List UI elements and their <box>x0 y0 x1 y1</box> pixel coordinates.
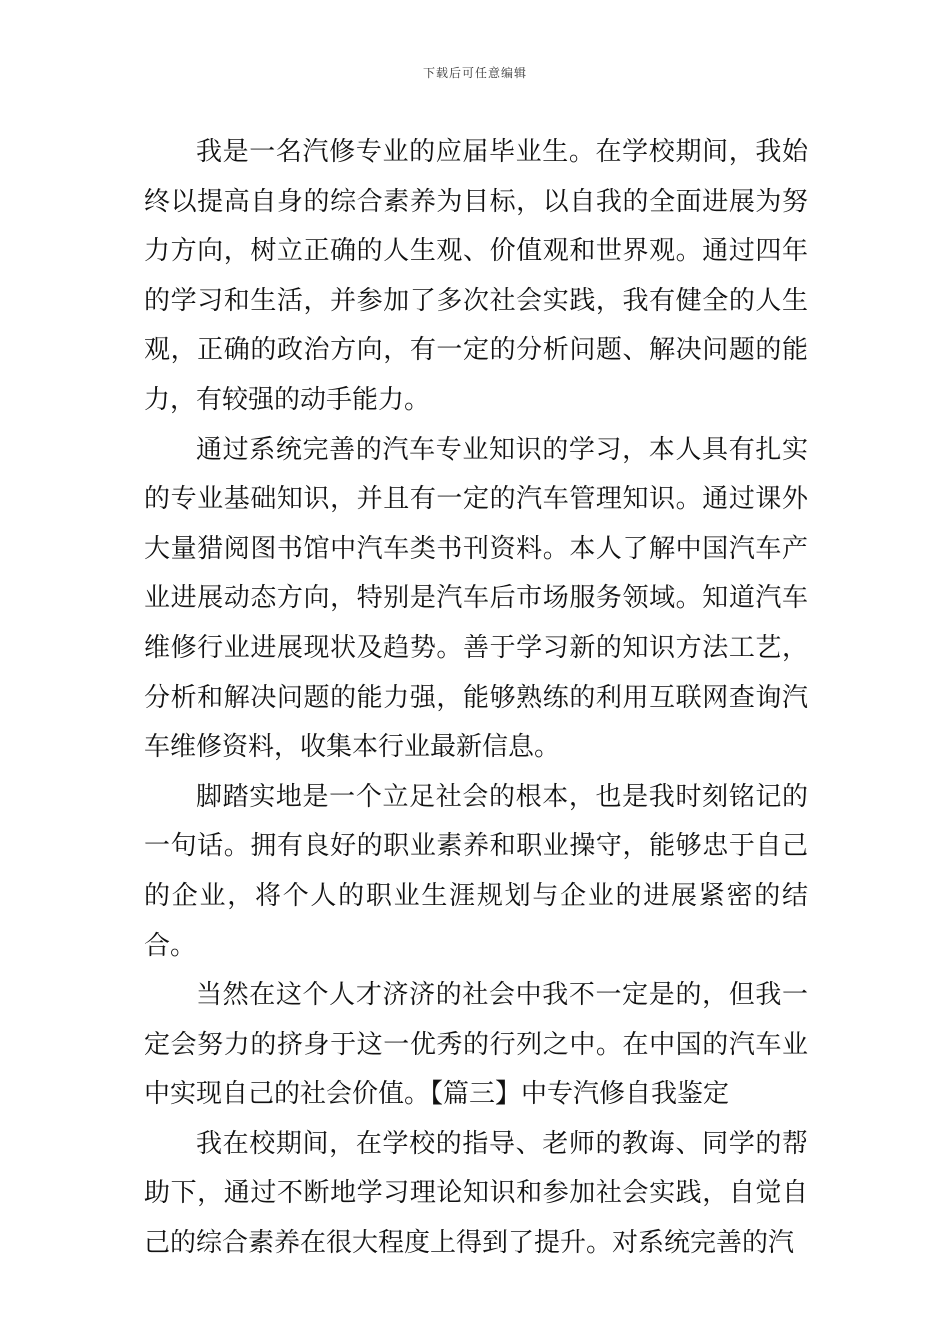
paragraph-5: 我在校期间，在学校的指导、老师的教诲、同学的帮助下，通过不断地学习理论知识和参加社会实践，自觉自己的综合素养在很大程度上得到了提升。对系统完善的汽 <box>144 1128 808 1259</box>
page-header: 下载后可任意编辑 <box>422 66 527 80</box>
paragraph-1: 我是一名汽修专业的应届毕业生。在学校期间，我始终以提高自身的综合素养为目标，以自我的全面进展为努力方向，树立正确的人生观、价值观和世界观。通过四年的学习和生活，并参加了多次社会实践，我有健全的人生观，正确的政治方向，有一定的分析问题、解决问题的能力，有较强的动手能力。 <box>144 137 808 415</box>
document-body <box>144 128 808 1269</box>
paragraph-2: 通过系统完善的汽车专业知识的学习，本人具有扎实的专业基础知识，并且有一定的汽车管理知识。通过课外大量猎阅图书馆中汽车类书刊资料。本人了解中国汽车产业进展动态方向，特别是汽车后市场服务领域。知道汽车维修行业进展现状及趋势。善于学习新的知识方法工艺，分析和解决问题的能力强，能够熟练的利用互联网查询汽车维修资料，收集本行业最新信息。 <box>144 434 808 763</box>
paragraph-4: 当然在这个人才济济的社会中我不一定是的，但我一定会努力的挤身于这一优秀的行列之中。在中国的汽车业中实现自己的社会价值。【篇三】中专汽修自我鉴定 <box>144 980 808 1110</box>
paragraph-3: 脚踏实地是一个立足社会的根本，也是我时刻铭记的一句话。拥有良好的职业素养和职业操守，能够忠于自己的企业，将个人的职业生涯规划与企业的进展紧密的结合。 <box>144 781 808 961</box>
